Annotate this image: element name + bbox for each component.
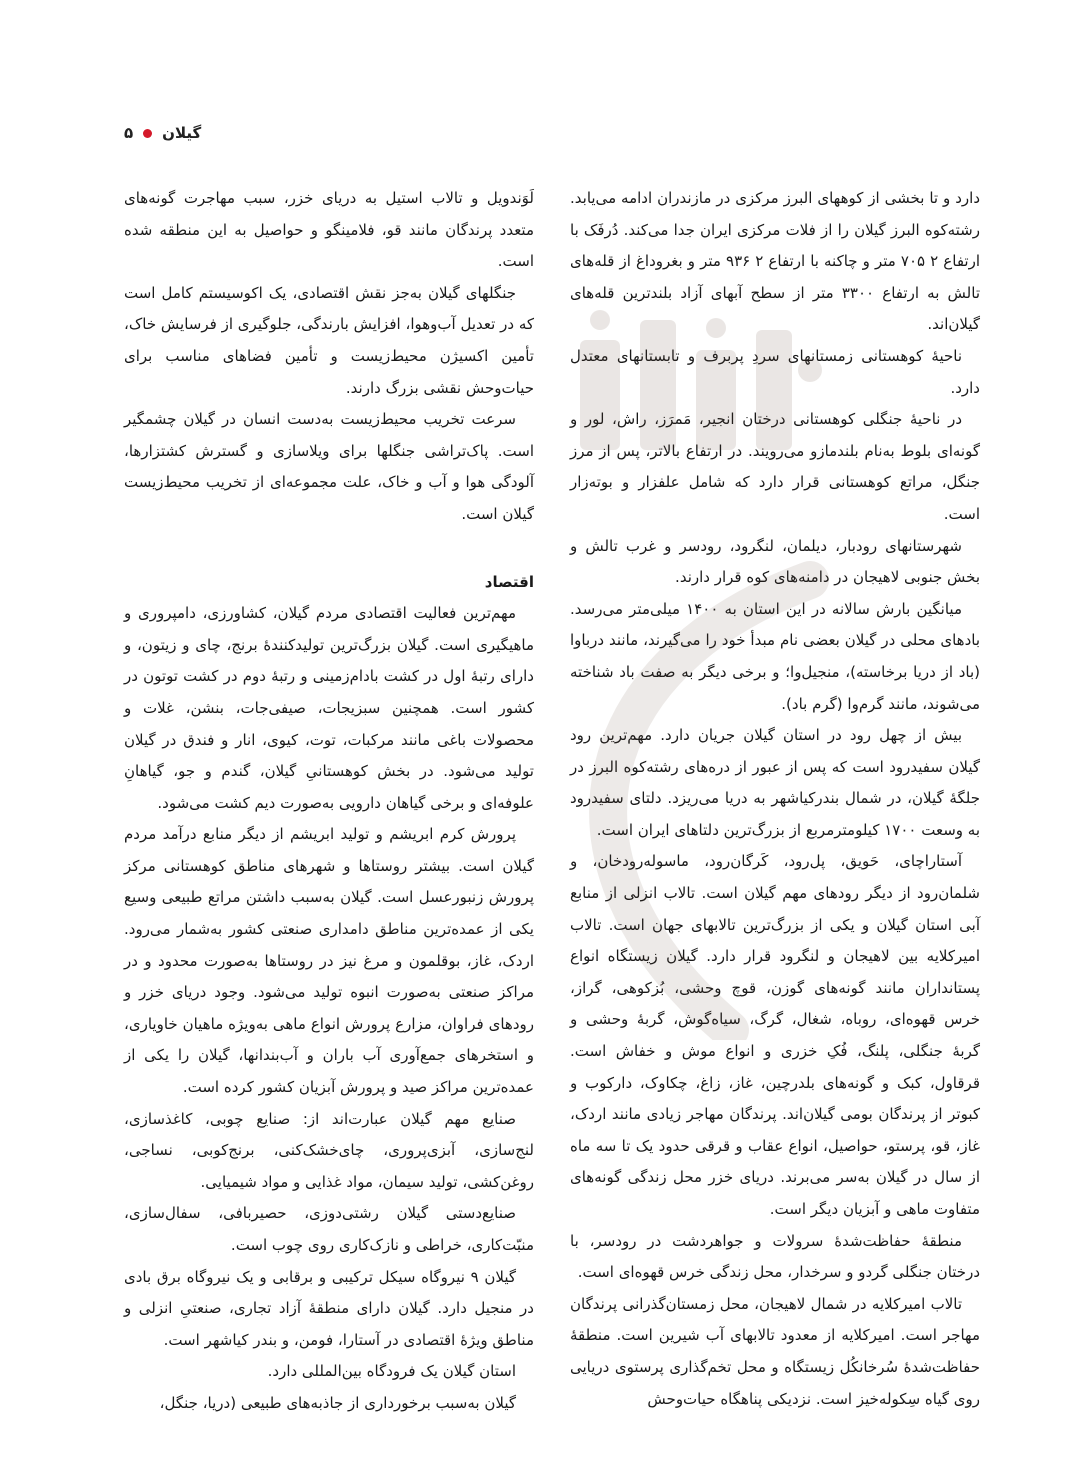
paragraph: سرعت تخریب محیط‌زیست به‌دست انسان در گیلان چشمگیر است. پاک‌تراشی جنگلها برای ویلاسازی و گسترش کشتزارها، آلودگی هوا و آب و خاک، علت مجموعه‌ای از تخریب محیط‌زیست گیلان است. — [124, 410, 534, 523]
paragraph: ناحیهٔ کوهستانی زمستانهای سردِ پربرف و تابستانهای معتدل دارد. — [570, 346, 980, 397]
paragraph: میانگین بارش سالانه در این استان به ۱۴۰۰ میلی‌متر می‌رسد. بادهای محلی در گیلان بعضی نام مبدأ خود را می‌گیرند، مانند درباوا (باد از دریا برخاسته)، منجیل‌وا؛ و برخی دیگر به صفت باد شناخته می‌شوند، مانند گرم‌وا (گرم باد). — [570, 599, 980, 713]
paragraph: صنایع مهم گیلان عبارت‌اند از: صنایع چوبی، کاغذسازی، لنج‌سازی، آبزی‌پروری، چای‌خشک‌کنی، برنج‌کوبی، نساجی، روغن‌کشی، تولید سیمان، مواد غذایی و مواد شیمیایی. — [124, 1109, 534, 1191]
left-column — [124, 183, 534, 1420]
header-dot-icon — [143, 129, 152, 138]
paragraph: دارد و تا بخشی از کوههای البرز مرکزی در مازندران ادامه می‌یابد. رشته‌کوه البرز گیلان را از فلات مرکزی ایران جدا می‌کند. دُرفَک با ارتفاع ۲ ۷۰۵ متر و چاکنه با ارتفاع ۲ ۹۳۶ متر و بغروداغ از قله‌های تالش به ارتفاع ۳۳۰۰ متر از سطح آبهای آزاد بلندترین قله‌های گیلان‌اند. — [570, 189, 980, 334]
paragraph: پرورش کرم ابریشم و تولید ابریشم از دیگر منابع درآمد مردم گیلان است. بیشتر روستاها و شهرهای مناطق کوهستانی مرکز پرورش زنبورعسل است. گیلان به‌سبب داشتن مراتع طبیعی وسیع یکی از عمده‌ترین مناطق دامداری صنعتی کشور به‌شمار می‌رود. اردک، غاز، بوقلمون و مرغ نیز در روستاها به‌صورت محدود و در مراکز صنعتی به‌صورت انبوه تولید می‌شود. وجود دریای خزر و رودهای فراوان، مزارع پرورش انواع ماهی به‌ویژه ماهیان خاویاری، و استخرهای جمع‌آوری آب باران و آب‌بندانها، گیلان را یکی از عمده‌ترین مراکز صید و پرورش آبزیان کشور کرده است. — [124, 825, 534, 1097]
paragraph: صنایع‌دستی گیلان رشتی‌دوزی، حصیربافی، سفال‌سازی، منبّت‌کاری، خراطی و نازک‌کاری روی چوب است. — [124, 1204, 534, 1254]
paragraph: شهرستانهای رودبار، دیلمان، لنگرود، رودسر و غرب تالش و بخش جنوبی لاهیجان در دامنه‌های کوه قرار دارند. — [570, 536, 980, 587]
paragraph: مهم‌ترین فعالیت اقتصادی مردم گیلان، کشاورزی، دامپروری و ماهیگیری است. گیلان بزرگ‌ترین تولیدکنندهٔ برنج، چای و زیتون، و دارای رتبهٔ اول در کشت بادام‌زمینی و رتبهٔ دوم در کشت توتون در کشور است. همچنین سبزیجات، صیفی‌جات، بنشن، غلات و محصولات باغی مانند مرکبات، توت، کیوی، انار و فندق در گیلان تولید می‌شود. در بخش کوهستانیِ گیلان، گندم و جو، گیاهانِ علوفه‌ای و برخی گیاهان دارویی به‌صورت دیم کشت می‌شود. — [124, 604, 534, 812]
section-heading-economy: اقتصاد — [484, 572, 534, 591]
paragraph: گیلان ۹ نیروگاه سیکل ترکیبی و برقابی و یک نیروگاه برق بادی در منجیل دارد. گیلان دارای منطقهٔ آزاد تجاری، صنعتیِ انزلی و مناطق ویژهٔ اقتصادی در آستارا، فومن، و بندر کیاشهر است. — [124, 1267, 534, 1349]
paragraph: لَوَندویل و تالاب استیل به دریای خزر، سبب مهاجرت گونه‌های متعدد پرندگان مانند قو، فلامینگو و حواصیل به این منطقه شده است. — [124, 189, 534, 271]
page-number: ۵ — [124, 124, 134, 142]
paragraph: استان گیلان یک فرودگاه بین‌المللی دارد. — [267, 1362, 516, 1381]
page-header — [124, 124, 201, 142]
paragraph: جنگلهای گیلان به‌جز نقش اقتصادی، یک اکوسیستم کامل است که در تعدیل آب‌وهوا، افزایش بارندگی، جلوگیری از فرسایش خاک، تأمین اکسیژن محیط‌زیست و تأمین فضاهای مناسب برای حیات‌وحش نقشی بزرگ دارند. — [124, 283, 534, 397]
paragraph: تالاب امیرکلایه در شمال لاهیجان، محل زمستان‌گذرانی پرندگان مهاجر است. امیرکلایه از معدود تالابهای آب شیرین است. منطقهٔ حفاظت‌شدهٔ سُرخانکُل زیستگاه و محل تخم‌گذاری پرستوی دریایی روی گیاه سِکوله‌خیز است. نزدیکی پناهگاه حیات‌وحش — [570, 1294, 980, 1408]
paragraph: در ناحیهٔ جنگلی کوهستانی درختان انجیر، مَمرَز، راش، لور و گونه‌ای بلوط به‌نام بلندمازو می‌رویند. در ارتفاع بالاتر، پس از مرز جنگل، مراتع کوهستانی قرار دارد که شامل علفزار و بوته‌زار است. — [570, 410, 980, 523]
right-column — [570, 183, 980, 1415]
paragraph: آستاراچای، حَویق، پل‌رود، کَرگان‌رود، ماسوله‌رودخان، و شلمان‌رود از دیگر رودهای مهم گیلان است. تالاب انزلی از منابع آبی استان گیلان و یکی از بزرگ‌ترین تالابهای جهان است. تالاب امیرکلایه بین لاهیجان و لنگرود قرار دارد. گیلان زیستگاه انواع پستانداران مانند گونه‌های گوزن، قوچ وحشی، بُزکوهی، گراز، خرس قهوه‌ای، روباه، شغال، گرگ، سیاه‌گوش، گربهٔ وحشی و گربهٔ جنگلی، پلنگ، فُکِ خزری و انواع موش و خفاش است. قرقاول، کبک و گونه‌های بلدرچین، غاز، زاغ، چکاوک، دارکوب و کبوتر از پرندگان بومی گیلان‌اند. پرندگان مهاجر زیادی مانند اردک، غاز، قو، پرستو، حواصیل، انواع عقاب و قرقی حدود یک تا سه ماه از سال در گیلان به‌سر می‌برند. دریای خزر محل زندگی گونه‌های متفاوت ماهی و آبزیان دیگر است. — [570, 852, 980, 1218]
paragraph: منطقهٔ حفاظت‌شدهٔ سرولات و جواهردشت در رودسر، با درختان جنگلی گردو و سرخدار، محل زندگی خرس قهوه‌ای است. — [570, 1231, 980, 1282]
paragraph: گیلان به‌سبب برخورداری از جاذبه‌های طبیعی (دریا، جنگل، — [159, 1393, 516, 1412]
running-title: گیلان — [162, 124, 202, 142]
paragraph: بیش از چهل رود در استان گیلان جریان دارد. مهم‌ترین رود گیلان سفیدرود است که پس از عبور از دره‌های رشته‌کوه البرز در جلگهٔ گیلان، در شمال بندرکیاشهر به دریا می‌ریزد. دلتای سفیدرود به وسعت ۱۷۰۰ کیلومترمربع از بزرگ‌ترین دلتاهای ایران است. — [570, 726, 980, 839]
